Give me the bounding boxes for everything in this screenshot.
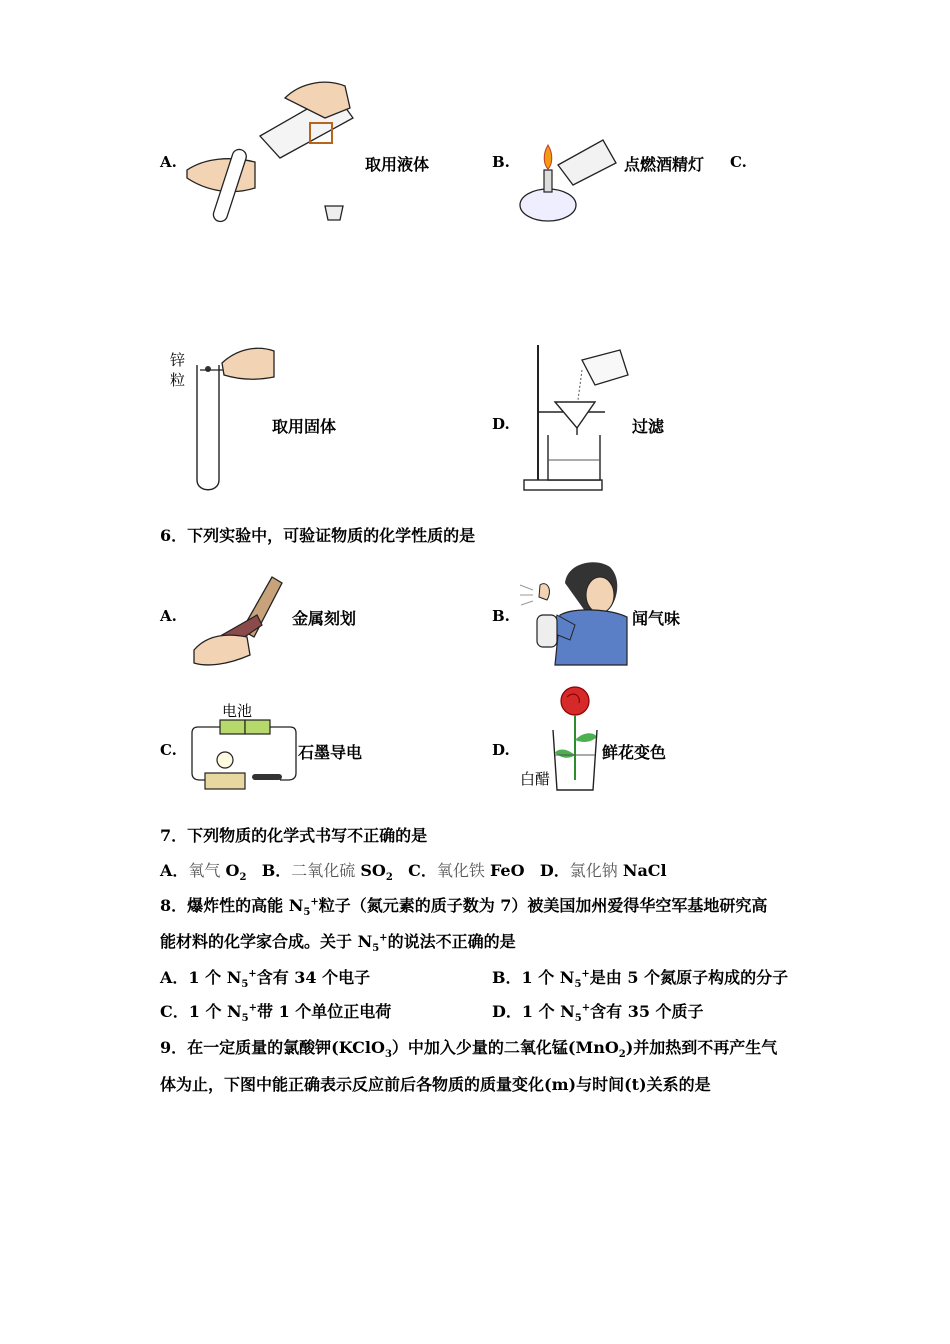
q7-option-b-name: 二氧化硫	[291, 861, 356, 880]
q6-option-b-caption: 闻气味	[632, 609, 681, 628]
q6-option-a-caption: 金属刻划	[292, 609, 357, 628]
q8-n5-sub: 5	[303, 907, 311, 919]
q8-n5-sup: +	[581, 968, 590, 980]
flower-vinegar-illustration	[545, 685, 605, 795]
q5-option-c-caption: 取用固体	[272, 417, 337, 436]
q8-stem-1b: 粒子（氮元素的质子数为 7）被美国加州爱得华空军基地研究高	[318, 896, 768, 915]
q9-line1c: )并加热到不再产生气	[625, 1038, 778, 1057]
take-solid-illustration	[192, 345, 277, 490]
q8-stem-1a: 8．爆炸性的高能 N	[160, 896, 304, 915]
q7-option-c-label: C．	[408, 861, 437, 880]
q7-option-a-name: 氧气	[188, 861, 221, 880]
zinc-granules-text: 锌粒	[170, 351, 186, 389]
q8-option-b-pre: B．1 个 N	[492, 968, 575, 987]
q7-option-d-label: D．	[539, 861, 570, 880]
q7-option-d-formula: NaCl	[622, 861, 667, 880]
q8-n5-sub: 5	[574, 1013, 582, 1025]
filtration-illustration	[520, 340, 630, 495]
pour-liquid-illustration	[185, 78, 360, 228]
q8-option-b	[492, 965, 788, 990]
q9-mno2-sub: 2	[618, 1049, 626, 1061]
q6-option-c-caption: 石墨导电	[298, 743, 363, 762]
q7-option-c-formula: FeO	[489, 861, 525, 880]
alcohol-lamp-illustration	[518, 135, 618, 227]
q7-option-b-formula: SO	[360, 861, 386, 880]
q5-option-d-label: D.	[492, 415, 510, 433]
q8-stem-line-1	[160, 893, 767, 918]
q8-option-d	[492, 999, 704, 1024]
q5-option-a-caption: 取用液体	[365, 155, 430, 174]
q9-stem-line-1	[160, 1035, 777, 1060]
metal-scratch-illustration	[192, 575, 292, 670]
q7-option-d-name: 氯化钠	[569, 861, 618, 880]
q6-option-a-label: A.	[160, 607, 177, 625]
q7-option-a-label: A．	[160, 861, 189, 880]
smell-gas-illustration	[515, 555, 630, 667]
q8-option-d-post: 含有 35 个质子	[590, 1002, 704, 1021]
q8-n5-sup: +	[310, 896, 319, 908]
q8-n5-sub: 5	[574, 979, 582, 991]
graphite-circuit-illustration	[190, 718, 300, 793]
q5-option-a-label: A.	[160, 153, 177, 171]
q8-option-c-post: 带 1 个单位正电荷	[257, 1002, 392, 1021]
q5-option-b-caption: 点燃酒精灯	[624, 155, 705, 174]
q8-option-a-pre: A．1 个 N	[160, 968, 242, 987]
q7-option-a-formula: O	[225, 861, 240, 880]
q8-option-a-post: 含有 34 个电子	[256, 968, 371, 987]
q8-n5-sub: 5	[241, 979, 249, 991]
q7-stem: 7．下列物质的化学式书写不正确的是	[160, 826, 428, 845]
q9-kclo3-sub: 3	[384, 1049, 392, 1061]
q7-options-row	[160, 858, 667, 883]
q8-n5-sub: 5	[241, 1013, 249, 1025]
q8-option-a	[160, 965, 370, 990]
q8-stem-line-2	[160, 929, 516, 954]
q8-stem-2b: 的说法不正确的是	[387, 932, 516, 951]
q5-option-c-label: C.	[730, 153, 747, 171]
q5-option-b-label: B.	[492, 153, 510, 171]
q8-n5-sup: +	[248, 1002, 257, 1014]
q5-option-d-caption: 过滤	[632, 417, 665, 436]
white-vinegar-text: 白醋	[520, 770, 551, 788]
q6-option-d-caption: 鲜花变色	[602, 743, 667, 762]
q8-n5-sup: +	[379, 932, 388, 944]
q7-option-a-sub: 2	[239, 872, 247, 884]
q8-option-c	[160, 999, 391, 1024]
q6-option-c-label: C.	[160, 741, 177, 759]
q6-option-b-label: B.	[492, 607, 510, 625]
q6-option-d-label: D.	[492, 741, 510, 759]
q6-stem: 6．下列实验中，可验证物质的化学性质的是	[160, 526, 476, 545]
q8-n5-sup: +	[248, 968, 257, 980]
q7-option-b-sub: 2	[385, 872, 393, 884]
q8-n5-sub: 5	[372, 943, 380, 955]
q7-option-c-name: 氧化铁	[436, 861, 485, 880]
q8-option-b-post: 是由 5 个氮原子构成的分子	[589, 968, 789, 987]
q7-option-b-label: B．	[261, 861, 292, 880]
q8-n5-sup: +	[581, 1002, 591, 1014]
q9-line1a: 9．在一定质量的氯酸钾(KClO	[160, 1038, 385, 1057]
q8-option-d-pre: D．1 个 N	[492, 1002, 575, 1021]
q8-stem-2a: 能材料的化学家合成。关于 N	[160, 932, 373, 951]
q9-line1b: ）中加入少量的二氧化锰(MnO	[391, 1038, 619, 1057]
q8-option-c-pre: C．1 个 N	[160, 1002, 242, 1021]
battery-text: 电池	[222, 702, 253, 720]
q9-stem-line-2: 体为止，下图中能正确表示反应前后各物质的质量变化(m)与时间(t)关系的是	[160, 1075, 711, 1094]
